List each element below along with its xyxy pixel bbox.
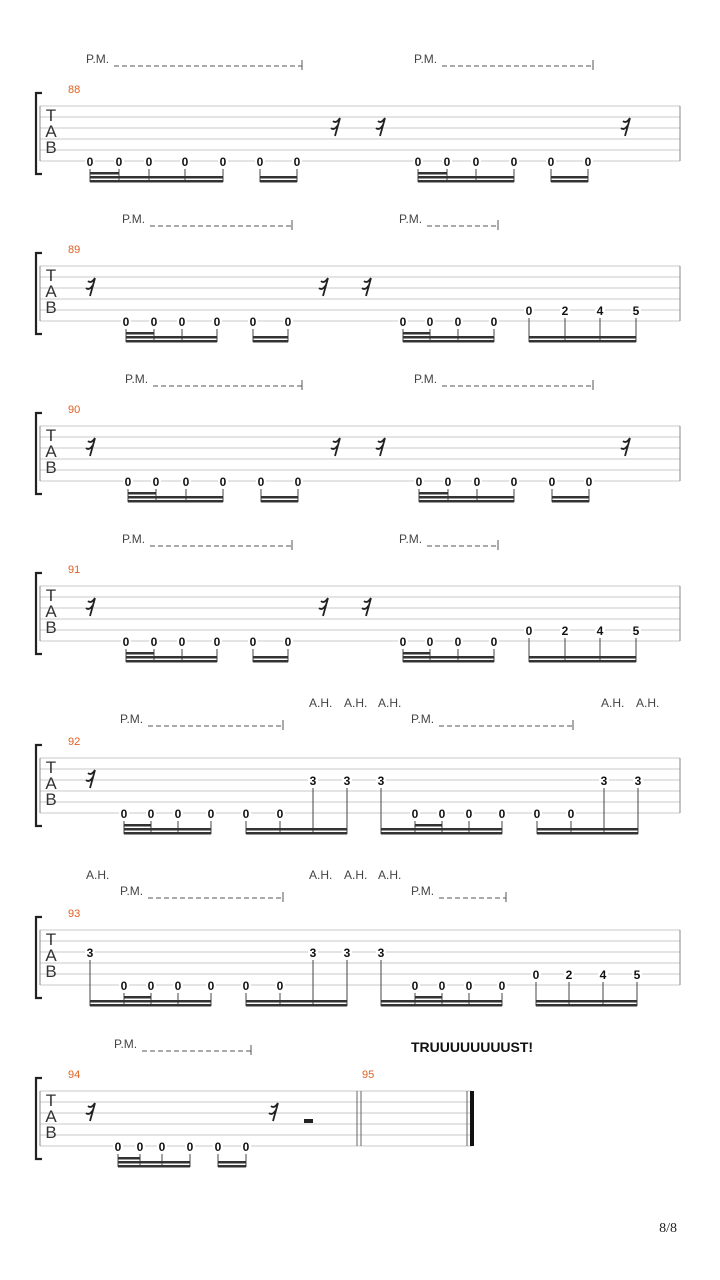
fret-number: 0 [158, 1140, 166, 1154]
fret-number: 0 [510, 155, 518, 169]
beam-tertiary [126, 652, 154, 655]
measure-number: 89 [68, 244, 81, 256]
fret-number: 0 [276, 979, 284, 993]
beam-primary [118, 1165, 190, 1168]
fret-number: 0 [399, 315, 407, 329]
palm-mute-label: P.M. [399, 212, 423, 226]
lyric-annotation: TRUUUUUUUUST! [411, 1039, 534, 1055]
sixteenth-rest [269, 1103, 278, 1121]
fret-number: 0 [114, 1140, 122, 1154]
beam-tertiary [128, 492, 156, 495]
measure-number: 90 [68, 404, 81, 416]
beam-secondary [536, 1000, 637, 1003]
fret-number: 0 [122, 635, 130, 649]
fret-number: 0 [426, 635, 434, 649]
fret-number: 3 [309, 946, 317, 960]
fret-number: 0 [219, 475, 227, 489]
tab-clef-letter: A [45, 282, 57, 301]
fret-number: 3 [600, 774, 608, 788]
harmonic-label: A.H. [378, 696, 402, 710]
tab-clef-letter: A [45, 122, 57, 141]
sixteenth-rest [319, 598, 328, 616]
beam-primary [253, 660, 288, 663]
beam-primary [124, 832, 211, 835]
beam-secondary [551, 176, 588, 179]
fret-number: 5 [633, 968, 641, 982]
harmonic-label: A.H. [344, 868, 368, 882]
beam-secondary [253, 656, 288, 659]
beam-primary [246, 1004, 347, 1007]
fret-number: 0 [181, 155, 189, 169]
beam-primary [551, 180, 588, 183]
beam-secondary [537, 828, 638, 831]
fret-number: 0 [490, 315, 498, 329]
fret-number: 0 [454, 635, 462, 649]
beam-secondary [90, 1000, 211, 1003]
tab-clef-letter: A [45, 774, 57, 793]
palm-mute-label: P.M. [114, 1037, 138, 1051]
sixteenth-rest [86, 1103, 95, 1121]
fret-number: 0 [490, 635, 498, 649]
fret-number: 0 [438, 807, 446, 821]
fret-number: 0 [174, 807, 182, 821]
beam-secondary [403, 656, 494, 659]
fret-number: 0 [174, 979, 182, 993]
final-barline-thick [470, 1091, 474, 1146]
fret-number: 0 [276, 807, 284, 821]
sixteenth-rest [362, 598, 371, 616]
harmonic-label: A.H. [344, 696, 368, 710]
fret-number: 0 [120, 807, 128, 821]
beam-primary [419, 500, 514, 503]
tab-clef-letter: T [45, 426, 57, 445]
fret-number: 0 [124, 475, 132, 489]
tab-clef-letter: B [45, 458, 57, 477]
beam-primary [381, 1004, 502, 1007]
tab-clef-letter: B [45, 962, 57, 981]
fret-number: 5 [632, 304, 640, 318]
beam-secondary [246, 1000, 347, 1003]
beam-secondary [419, 496, 514, 499]
beam-primary [403, 340, 494, 343]
fret-number: 0 [533, 807, 541, 821]
tab-clef-letter: B [45, 138, 57, 157]
beam-secondary [261, 496, 298, 499]
fret-number: 0 [152, 475, 160, 489]
palm-mute-label: P.M. [86, 52, 110, 66]
fret-number: 0 [147, 807, 155, 821]
sixteenth-rest [621, 118, 630, 136]
fret-number: 0 [186, 1140, 194, 1154]
fret-number: 0 [465, 979, 473, 993]
tab-clef-letter: B [45, 1123, 57, 1142]
beam-tertiary [418, 172, 447, 175]
fret-number: 0 [145, 155, 153, 169]
measure-number: 93 [68, 908, 81, 920]
fret-number: 0 [525, 624, 533, 638]
beam-tertiary [419, 492, 448, 495]
fret-number: 3 [309, 774, 317, 788]
fret-number: 4 [596, 624, 604, 638]
palm-mute-label: P.M. [411, 712, 435, 726]
fret-number: 0 [257, 475, 265, 489]
sixteenth-rest [86, 770, 95, 788]
beam-secondary [381, 828, 502, 831]
fret-number: 0 [122, 315, 130, 329]
fret-number: 0 [567, 807, 575, 821]
harmonic-label: A.H. [309, 696, 333, 710]
fret-number: 0 [115, 155, 123, 169]
fret-number: 0 [213, 315, 221, 329]
beam-primary [90, 180, 223, 183]
beam-secondary [381, 1000, 502, 1003]
tab-clef-letter: T [45, 586, 57, 605]
fret-number: 0 [498, 807, 506, 821]
fret-number: 4 [599, 968, 607, 982]
fret-number: 0 [207, 807, 215, 821]
page-number: 8/8 [659, 1221, 677, 1236]
harmonic-label: A.H. [378, 868, 402, 882]
beam-primary [218, 1165, 246, 1168]
beam-primary [126, 340, 217, 343]
palm-mute-label: P.M. [122, 532, 146, 546]
harmonic-label: A.H. [601, 696, 625, 710]
beam-secondary [126, 336, 217, 339]
fret-number: 0 [249, 315, 257, 329]
harmonic-label: A.H. [309, 868, 333, 882]
beam-secondary [418, 176, 514, 179]
fret-number: 0 [219, 155, 227, 169]
sixteenth-rest [331, 438, 340, 456]
beam-tertiary [124, 824, 151, 827]
beam-secondary [552, 496, 589, 499]
fret-number: 3 [377, 774, 385, 788]
fret-number: 0 [411, 807, 419, 821]
beam-primary [418, 180, 514, 183]
fret-number: 2 [561, 624, 569, 638]
palm-mute-label: P.M. [120, 884, 144, 898]
sixteenth-rest [86, 598, 95, 616]
palm-mute-label: P.M. [414, 372, 438, 386]
fret-number: 0 [86, 155, 94, 169]
beam-tertiary [403, 652, 430, 655]
beam-primary [246, 832, 347, 835]
measure-number: 91 [68, 564, 81, 576]
fret-number: 2 [561, 304, 569, 318]
fret-number: 0 [444, 475, 452, 489]
palm-mute-label: P.M. [399, 532, 423, 546]
palm-mute-label: P.M. [411, 884, 435, 898]
palm-mute-label: P.M. [414, 52, 438, 66]
tab-clef-letter: T [45, 930, 57, 949]
fret-number: 3 [86, 946, 94, 960]
beam-secondary [218, 1161, 246, 1164]
fret-number: 0 [213, 635, 221, 649]
fret-number: 0 [256, 155, 264, 169]
sixteenth-rest [621, 438, 630, 456]
fret-number: 4 [596, 304, 604, 318]
tab-clef-letter: T [45, 1091, 57, 1110]
fret-number: 5 [632, 624, 640, 638]
fret-number: 0 [498, 979, 506, 993]
sixteenth-rest [362, 278, 371, 296]
fret-number: 0 [284, 315, 292, 329]
beam-primary [529, 340, 636, 343]
sixteenth-rest [376, 118, 385, 136]
sixteenth-rest [86, 438, 95, 456]
fret-number: 0 [147, 979, 155, 993]
tab-clef-letter: A [45, 1107, 57, 1126]
beam-primary [90, 1004, 211, 1007]
fret-number: 2 [565, 968, 573, 982]
fret-number: 0 [454, 315, 462, 329]
fret-number: 0 [426, 315, 434, 329]
fret-number: 0 [411, 979, 419, 993]
beam-secondary [260, 176, 297, 179]
beam-primary [529, 660, 636, 663]
fret-number: 0 [242, 807, 250, 821]
fret-number: 0 [150, 635, 158, 649]
sixteenth-rest [376, 438, 385, 456]
beam-primary [381, 832, 502, 835]
palm-mute-label: P.M. [125, 372, 149, 386]
fret-number: 0 [178, 635, 186, 649]
beam-tertiary [118, 1157, 140, 1160]
palm-mute-label: P.M. [120, 712, 144, 726]
beam-primary [536, 1004, 637, 1007]
fret-number: 0 [284, 635, 292, 649]
tab-clef-letter: T [45, 106, 57, 125]
measure-number: 92 [68, 736, 81, 748]
fret-number: 0 [293, 155, 301, 169]
beam-secondary [529, 656, 636, 659]
fret-number: 3 [343, 946, 351, 960]
palm-mute-label: P.M. [122, 212, 146, 226]
fret-number: 0 [214, 1140, 222, 1154]
tab-clef-letter: B [45, 298, 57, 317]
fret-number: 3 [634, 774, 642, 788]
system-bracket [36, 917, 42, 998]
beam-primary [253, 340, 288, 343]
tab-clef-letter: A [45, 602, 57, 621]
harmonic-label: A.H. [86, 868, 110, 882]
fret-number: 0 [532, 968, 540, 982]
beam-secondary [118, 1161, 190, 1164]
sixteenth-rest [86, 278, 95, 296]
tab-clef-letter: T [45, 758, 57, 777]
harmonic-label: A.H. [636, 696, 660, 710]
system-bracket [36, 573, 42, 654]
fret-number: 0 [120, 979, 128, 993]
tab-clef-letter: B [45, 790, 57, 809]
system-bracket [36, 1078, 42, 1159]
fret-number: 0 [136, 1140, 144, 1154]
beam-tertiary [415, 996, 442, 999]
beam-primary [403, 660, 494, 663]
beam-secondary [126, 656, 217, 659]
fret-number: 0 [414, 155, 422, 169]
beam-primary [126, 660, 217, 663]
beam-primary [537, 832, 638, 835]
fret-number: 0 [525, 304, 533, 318]
beam-secondary [128, 496, 223, 499]
fret-number: 0 [207, 979, 215, 993]
fret-number: 0 [585, 475, 593, 489]
fret-number: 0 [242, 979, 250, 993]
beam-tertiary [124, 996, 151, 999]
beam-primary [261, 500, 298, 503]
fret-number: 0 [473, 475, 481, 489]
fret-number: 0 [465, 807, 473, 821]
tab-clef-letter: B [45, 618, 57, 637]
fret-number: 0 [150, 315, 158, 329]
fret-number: 0 [443, 155, 451, 169]
fret-number: 0 [415, 475, 423, 489]
fret-number: 0 [547, 155, 555, 169]
sixteenth-rest [331, 118, 340, 136]
beam-primary [260, 180, 297, 183]
half-rest [304, 1119, 313, 1123]
fret-number: 0 [249, 635, 257, 649]
fret-number: 0 [472, 155, 480, 169]
sixteenth-rest [319, 278, 328, 296]
measure-number: 88 [68, 84, 81, 96]
fret-number: 0 [438, 979, 446, 993]
beam-secondary [90, 176, 223, 179]
fret-number: 3 [343, 774, 351, 788]
measure-number: 94 [68, 1069, 81, 1081]
fret-number: 0 [178, 315, 186, 329]
fret-number: 0 [548, 475, 556, 489]
fret-number: 0 [510, 475, 518, 489]
beam-secondary [403, 336, 494, 339]
beam-tertiary [403, 332, 430, 335]
beam-secondary [529, 336, 636, 339]
beam-secondary [124, 828, 211, 831]
system-bracket [36, 413, 42, 494]
fret-number: 0 [294, 475, 302, 489]
beam-secondary [246, 828, 347, 831]
beam-tertiary [126, 332, 154, 335]
beam-primary [552, 500, 589, 503]
beam-tertiary [90, 172, 119, 175]
system-bracket [36, 253, 42, 334]
fret-number: 3 [377, 946, 385, 960]
fret-number: 0 [182, 475, 190, 489]
tab-clef-letter: A [45, 946, 57, 965]
tab-clef-letter: A [45, 442, 57, 461]
measure-number: 95 [362, 1069, 375, 1081]
fret-number: 0 [242, 1140, 250, 1154]
system-bracket [36, 745, 42, 826]
fret-number: 0 [399, 635, 407, 649]
beam-secondary [253, 336, 288, 339]
fret-number: 0 [584, 155, 592, 169]
system-bracket [36, 93, 42, 174]
beam-primary [128, 500, 223, 503]
beam-tertiary [415, 824, 442, 827]
tab-clef-letter: T [45, 266, 57, 285]
